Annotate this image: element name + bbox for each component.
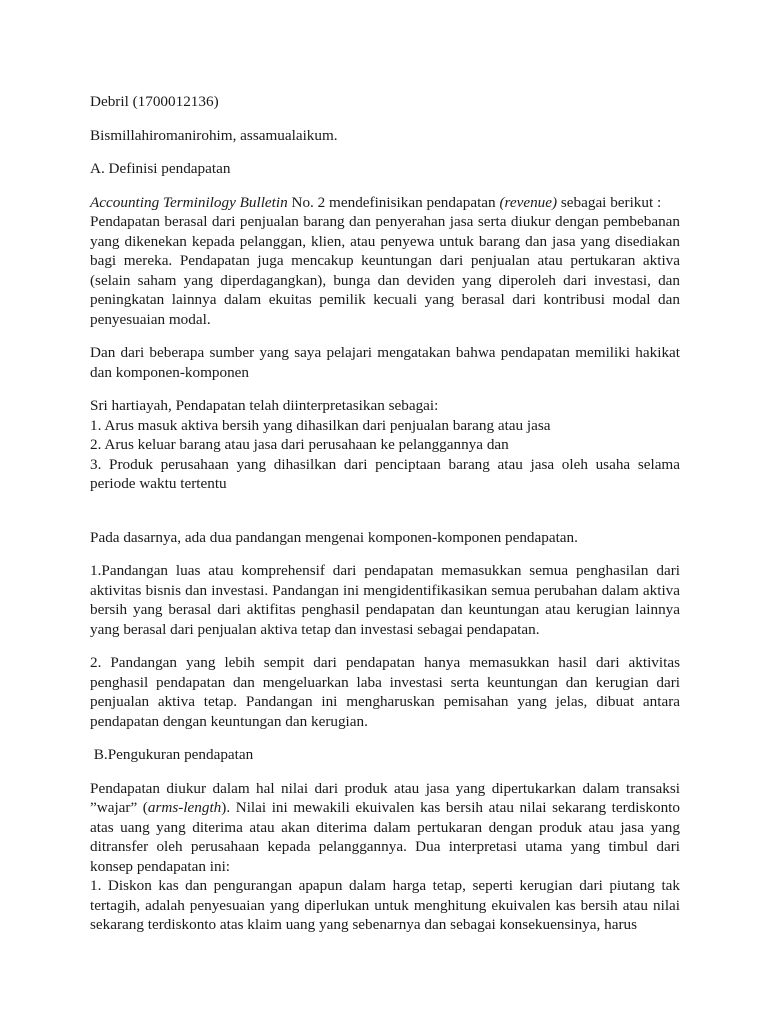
measurement-item-1: 1. Diskon kas dan pengurangan apapun dalam harga tetap, seperti kerugian dari piutang tak tertagih, adalah penyesuaian yang diperlukan untuk menghitung ekuivalen kas bersih atau nilai sekarang terdiskonto atas klaim uang yang sebenarnya dan sebagai konsekuensinya, harus xyxy=(90,877,680,933)
greeting: Bismillahiromanirohim, assamualaikum. xyxy=(90,126,338,144)
sri-intro: Sri hartiayah, Pendapatan telah diinterpretasikan sebagai: xyxy=(90,397,439,414)
two-views-intro: Pada dasarnya, ada dua pandangan mengenai komponen-komponen pendapatan. xyxy=(90,528,578,546)
section-a-heading: A. Definisi pendapatan xyxy=(90,160,231,177)
sri-item-2: 2. Arus keluar barang atau jasa dari perusahaan ke pelanggannya dan xyxy=(90,436,509,453)
arms-length-term: arms-length xyxy=(147,799,222,816)
definition-paragraph: Pendapatan berasal dari penjualan barang dan penyerahan jasa serta diukur dengan pembebanan yang dikenekan kepada pelanggan, klien, atau penyewa untuk barang dan jasa yang disediakan bagi mereka. Pendapatan juga mencakup keuntungan dari penjualan atau pertukaran aktiva (selain saham yang diperdagangkan), bunga dan deviden yang diperoleh dari investasi, dan peningkatan lainnya dalam ekuitas pemilik kecuali yang berasal dari kontribusi modal dan penyesuaian modal. xyxy=(90,213,680,328)
view-2-paragraph: 2. Pandangan yang lebih sempit dari pendapatan hanya memasukkan hasil dari aktivitas penghasil pendapatan dan mengeluarkan laba investasi serta keuntungan dan kerugian dari penjualan aktiva tetap. Pandangan ini mengharuskan pemisahan yang jelas, dibuat antara pendapatan dengan keuntungan dan kerugian. xyxy=(90,654,680,730)
sri-item-3: 3. Produk perusahaan yang dihasilkan dari penciptaan barang atau jasa oleh usaha selama periode waktu tertentu xyxy=(90,455,680,492)
atb-intro xyxy=(90,193,680,213)
document-page xyxy=(90,92,680,935)
view-1-paragraph: 1.Pandangan luas atau komprehensif dari pendapatan memasukkan semua penghasilan dari aktivitas bisnis dan investasi. Pandangan ini mengidentifikasikan semua perubahan dalam aktiva bersih yang berasal dari aktifitas penghasil pendapatan dan keuntungan atau kerugian lainnya yang berasal dari penjualan aktiva tetap dan investasi sebagai pendapatan. xyxy=(90,562,680,638)
atb-end-text: sebagai berikut : xyxy=(557,193,662,211)
sri-item-1: 1. Arus masuk aktiva bersih yang dihasilkan dari penjualan barang atau jasa xyxy=(90,416,551,434)
revenue-term: (revenue) xyxy=(499,193,558,211)
atb-title: Accounting Terminilogy Bulletin xyxy=(90,193,288,211)
measurement-paragraph xyxy=(90,779,680,877)
measurement-end: ). Nilai ini mewakili ekuivalen kas bersih atau nilai sekarang terdiskonto atas uang yang diterima atau akan diterima dalam pertukaran dengan produk atau jasa yang ditransfer oleh perusahaan kepada pelanggannya. Dua interpretasi utama yang timbul dari konsep pendapatan ini: xyxy=(90,799,680,875)
atb-mid-text: No. 2 mendefinisikan pendapatan xyxy=(287,193,500,211)
sources-paragraph: Dan dari beberapa sumber yang saya pelajari mengatakan bahwa pendapatan memiliki hakikat dan komponen-komponen xyxy=(90,344,680,381)
author-line: Debril (1700012136) xyxy=(90,93,219,110)
measurement-start: Pendapatan diukur dalam hal nilai dari produk atau jasa yang dipertukarkan dalam transaksi ”wajar” ( xyxy=(90,779,680,816)
section-b-heading: B.Pengukuran pendapatan xyxy=(90,746,254,763)
